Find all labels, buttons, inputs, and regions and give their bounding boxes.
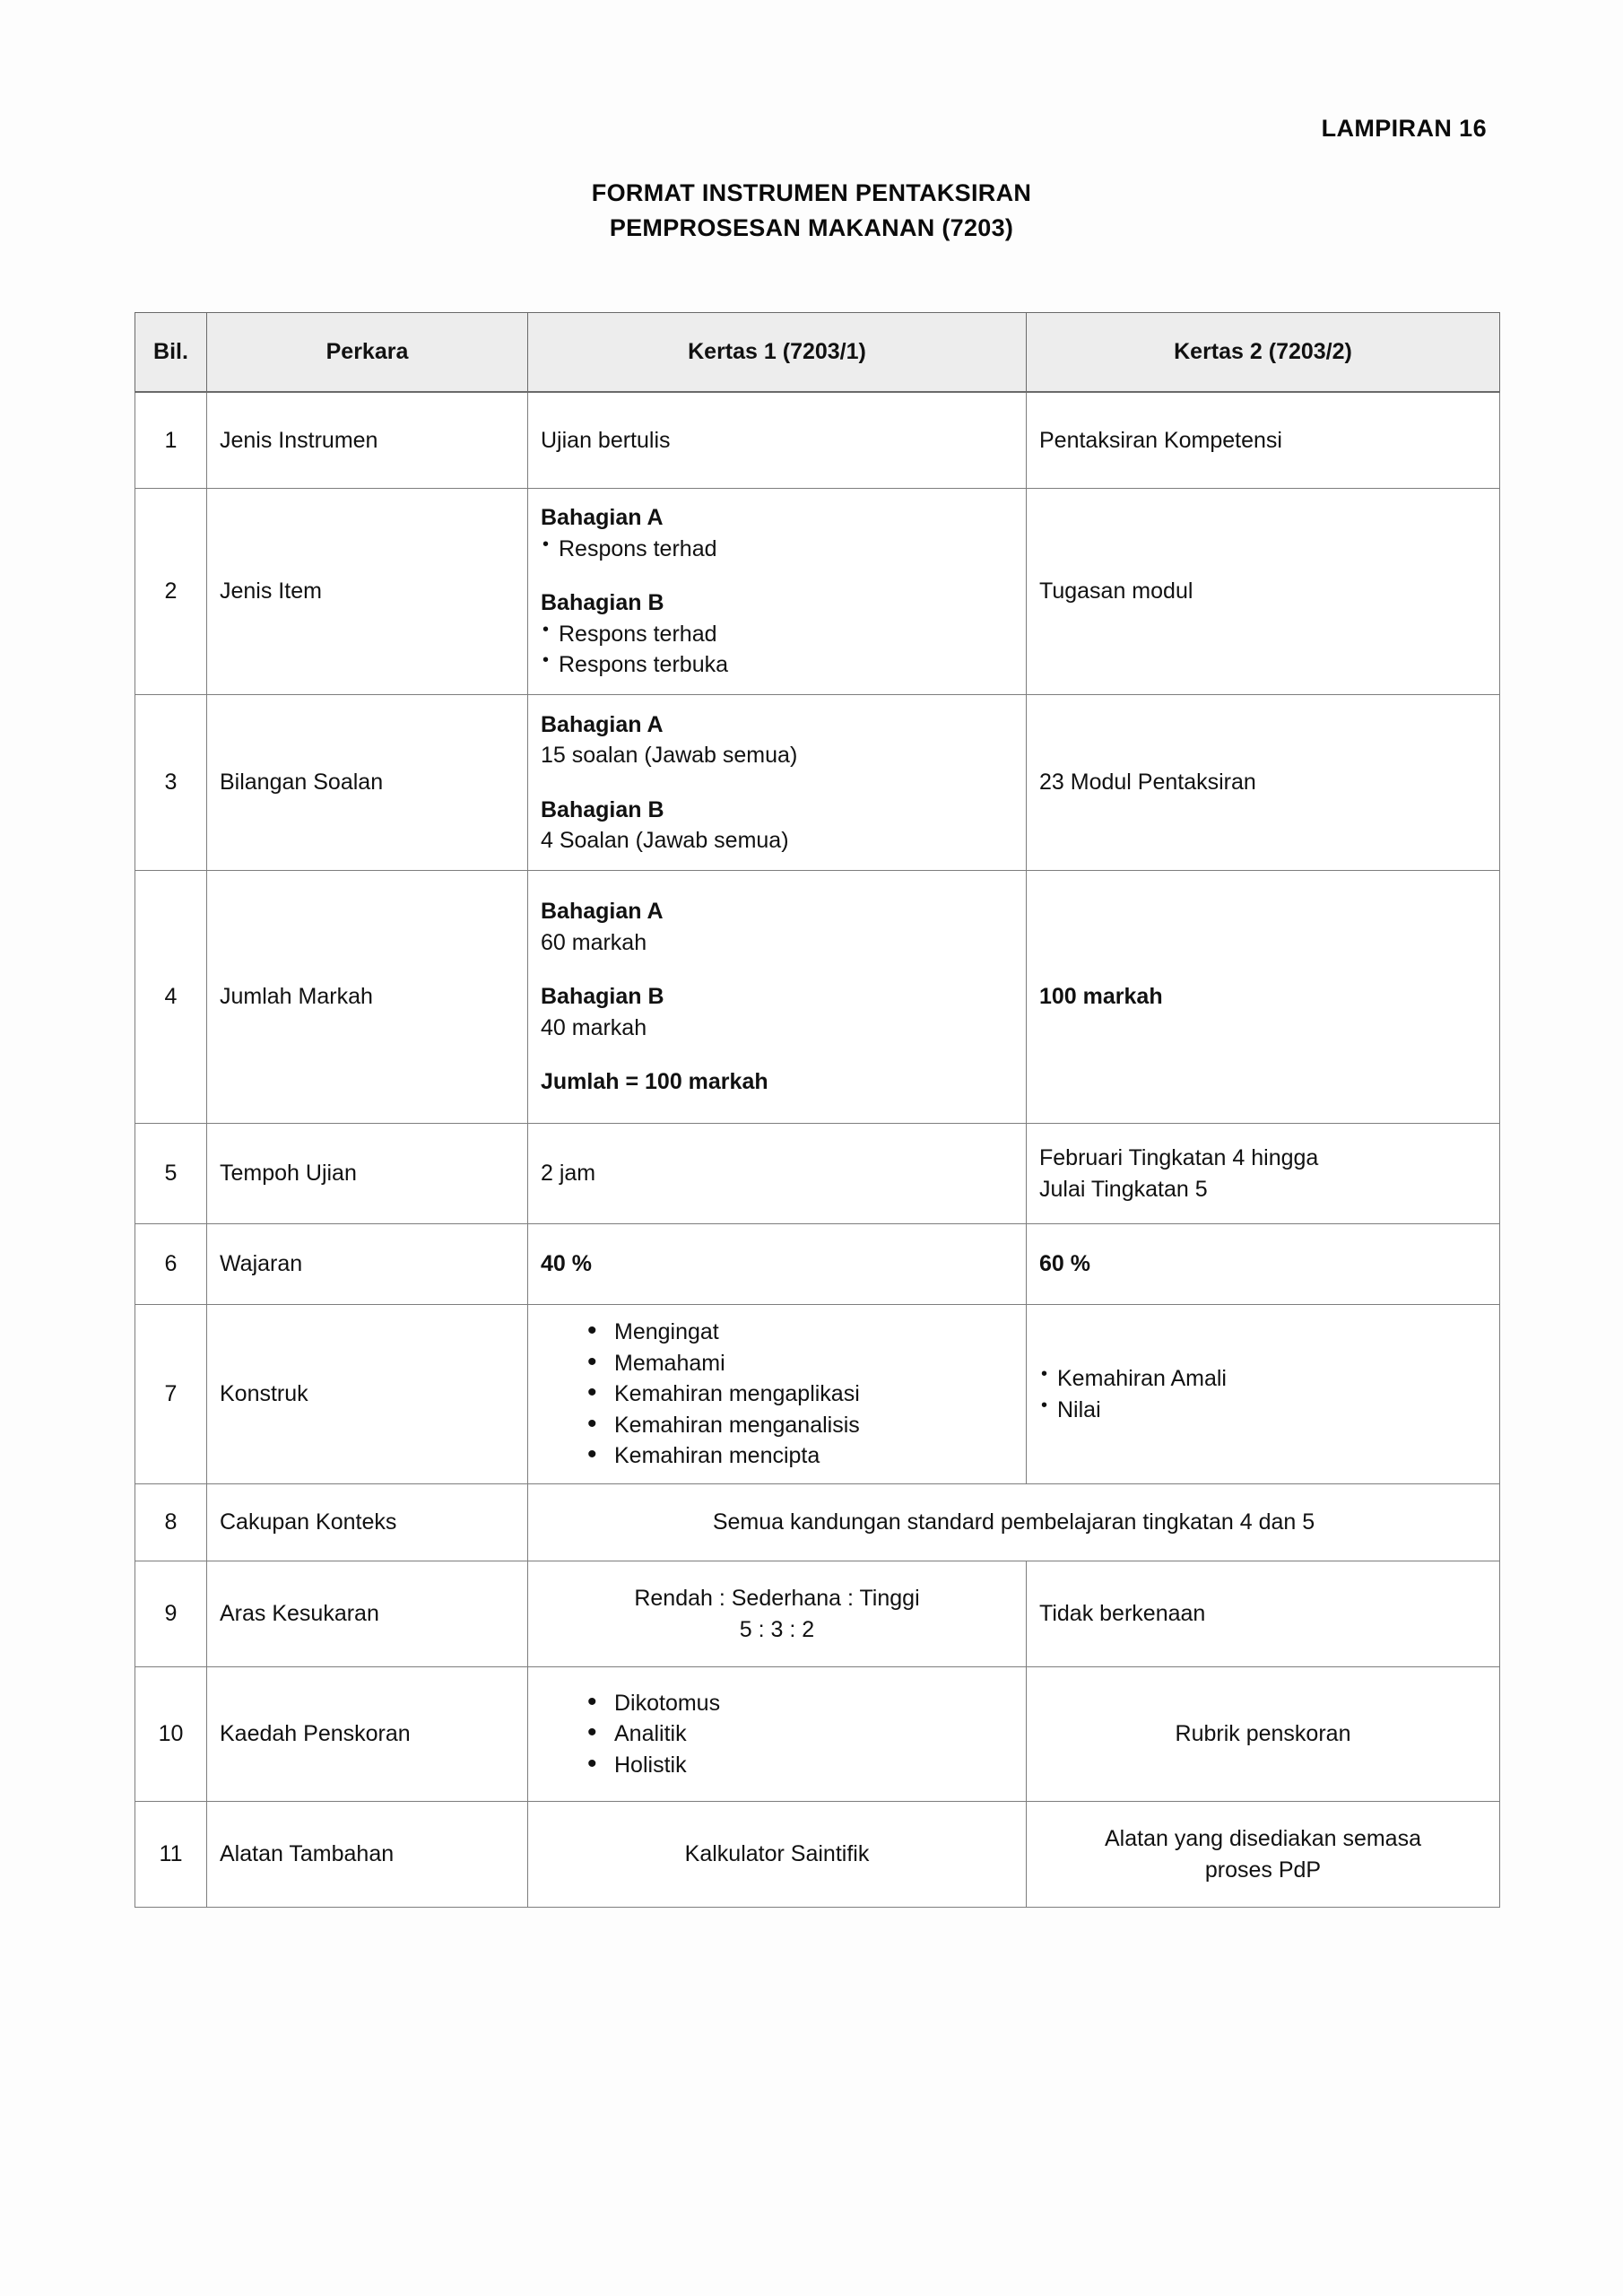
row-number: 10 [135,1667,207,1802]
section-line: 4 Soalan (Jawab semua) [541,828,789,853]
cell-kertas-2 [1027,871,1500,1124]
list-item: • Respons terhad [541,534,1013,565]
cell-kertas-1 [528,392,1027,489]
section-total: Jumlah = 100 markah [541,1069,768,1095]
table-row [135,392,1500,489]
column-header-kertas-1: Kertas 1 (7203/1) [528,313,1027,392]
row-label-perkara: Jumlah Markah [207,871,528,1124]
row-number: 1 [135,392,207,489]
list-item: • Dikotomus [584,1688,1013,1719]
row-number: 2 [135,489,207,695]
cell-kertas-2-line: Alatan yang disediakan semasa [1104,1826,1421,1851]
section-heading: Bahagian B [541,590,664,616]
cell-kertas-1 [528,489,1027,695]
list-item: • Memahami [584,1348,1013,1379]
table-row [135,1802,1500,1908]
list-item: • Analitik [584,1718,1013,1750]
row-number: 4 [135,871,207,1124]
row-label-perkara: Wajaran [207,1224,528,1305]
row-number: 9 [135,1561,207,1667]
cell-kertas-2-line: proses PdP [1204,1857,1322,1883]
section-gap [541,771,1013,795]
row-label-perkara: Tempoh Ujian [207,1124,528,1224]
cell-kertas-2 [1027,1667,1500,1802]
row-label-perkara: Cakupan Konteks [207,1484,528,1561]
cell-kertas-2-text: 100 markah [1039,984,1163,1010]
table-row [135,871,1500,1124]
row-number: 7 [135,1305,207,1484]
cell-kertas-2-text: Pentaksiran Kompetensi [1039,427,1282,453]
row-label-perkara: Jenis Instrumen [207,392,528,489]
cell-kertas-2-text: Tidak berkenaan [1039,1601,1206,1627]
cell-kertas-2-line: Julai Tingkatan 5 [1039,1176,1208,1202]
cell-kertas-2-bullet-list [1039,1363,1487,1425]
table-header [135,313,1500,392]
table-header-row [135,313,1500,392]
list-item: • Kemahiran mencipta [584,1440,1013,1472]
table-body [135,392,1500,1908]
page-title-line-2: PEMPROSESAN MAKANAN (7203) [609,214,1014,242]
cell-kertas-2-text: Rubrik penskoran [1175,1721,1351,1747]
row-number: 8 [135,1484,207,1561]
table-row [135,1224,1500,1305]
cell-kertas-2 [1027,1305,1500,1484]
section-gap [541,564,1013,587]
cell-kertas-2 [1027,392,1500,489]
format-table-wrapper [135,312,1499,1908]
row-number: 5 [135,1124,207,1224]
table-row [135,489,1500,695]
table-row [135,1561,1500,1667]
cell-kertas-2 [1027,695,1500,871]
cell-kertas-1-text: 40 % [541,1251,592,1277]
page-title-line-1: FORMAT INSTRUMEN PENTAKSIRAN [591,179,1032,206]
section-line: 40 markah [541,1014,647,1040]
section-heading: Bahagian A [541,505,664,531]
row-label-perkara: Konstruk [207,1305,528,1484]
list-item: • Kemahiran mengaplikasi [584,1378,1013,1410]
cell-kertas-2-text: 60 % [1039,1251,1090,1277]
cell-kertas-1-text: Kalkulator Saintifik [684,1841,870,1867]
list-item: • Kemahiran Amali [1039,1363,1487,1395]
row-number: 11 [135,1802,207,1908]
row-label-perkara: Aras Kesukaran [207,1561,528,1667]
column-header-bil: Bil. [135,313,207,392]
section-gap [541,1043,1013,1066]
cell-kertas-1 [528,871,1027,1124]
section-bullet-list [541,619,1013,681]
row-number: 3 [135,695,207,871]
cell-kertas-1-line: 5 : 3 : 2 [739,1616,815,1642]
section-line: 60 markah [541,929,647,955]
page-title [0,176,1623,246]
table-row [135,1667,1500,1802]
table-row [135,1484,1500,1561]
list-item: • Mengingat [584,1317,1013,1348]
row-number: 6 [135,1224,207,1305]
cell-kertas-1 [528,1305,1027,1484]
table-row [135,1124,1500,1224]
section-heading: Bahagian A [541,711,664,737]
cell-kertas-1-bullet-list [541,1688,1013,1781]
section-heading: Bahagian B [541,796,664,822]
cell-kertas-2 [1027,489,1500,695]
row-label-perkara: Kaedah Penskoran [207,1667,528,1802]
section-bullet-list [541,534,1013,565]
list-item: • Respons terhad [541,619,1013,650]
section-gap [541,958,1013,981]
row-label-perkara: Jenis Item [207,489,528,695]
cell-kertas-1-text: Ujian bertulis [541,427,671,453]
section-heading: Bahagian B [541,984,664,1010]
cell-kertas-2-text: Tugasan modul [1039,578,1193,604]
table-row [135,695,1500,871]
appendix-label: LAMPIRAN 16 [1321,115,1487,142]
list-item: • Respons terbuka [541,649,1013,681]
section-line: 15 soalan (Jawab semua) [541,743,798,768]
list-item: • Nilai [1039,1395,1487,1426]
cell-kertas-2-text: 23 Modul Pentaksiran [1039,770,1256,796]
table-row [135,1305,1500,1484]
cell-kertas-1 [528,1224,1027,1305]
list-item: • Kemahiran menganalisis [584,1410,1013,1441]
cell-kertas-1-text: 2 jam [541,1161,596,1187]
cell-kertas-1 [528,1667,1027,1802]
cell-kertas-1 [528,1124,1027,1224]
cell-kertas-1 [528,695,1027,871]
section-heading: Bahagian A [541,899,664,925]
cell-kertas-2 [1027,1224,1500,1305]
row-label-perkara: Bilangan Soalan [207,695,528,871]
cell-kertas-1 [528,1561,1027,1667]
column-header-perkara: Perkara [207,313,528,392]
cell-kertas-1-line: Rendah : Sederhana : Tinggi [634,1586,920,1611]
row-label-perkara: Alatan Tambahan [207,1802,528,1908]
column-header-kertas-2: Kertas 2 (7203/2) [1027,313,1500,392]
cell-kertas-1-bullet-list [541,1317,1013,1472]
cell-merged-kertas [528,1484,1500,1561]
cell-kertas-2 [1027,1802,1500,1908]
cell-merged-text: Semua kandungan standard pembelajaran tingkatan 4 dan 5 [712,1509,1315,1535]
cell-kertas-2-line: Februari Tingkatan 4 hingga [1039,1145,1319,1170]
assessment-format-table [135,312,1500,1908]
cell-kertas-2 [1027,1561,1500,1667]
cell-kertas-2 [1027,1124,1500,1224]
cell-kertas-1 [528,1802,1027,1908]
list-item: • Holistik [584,1750,1013,1781]
